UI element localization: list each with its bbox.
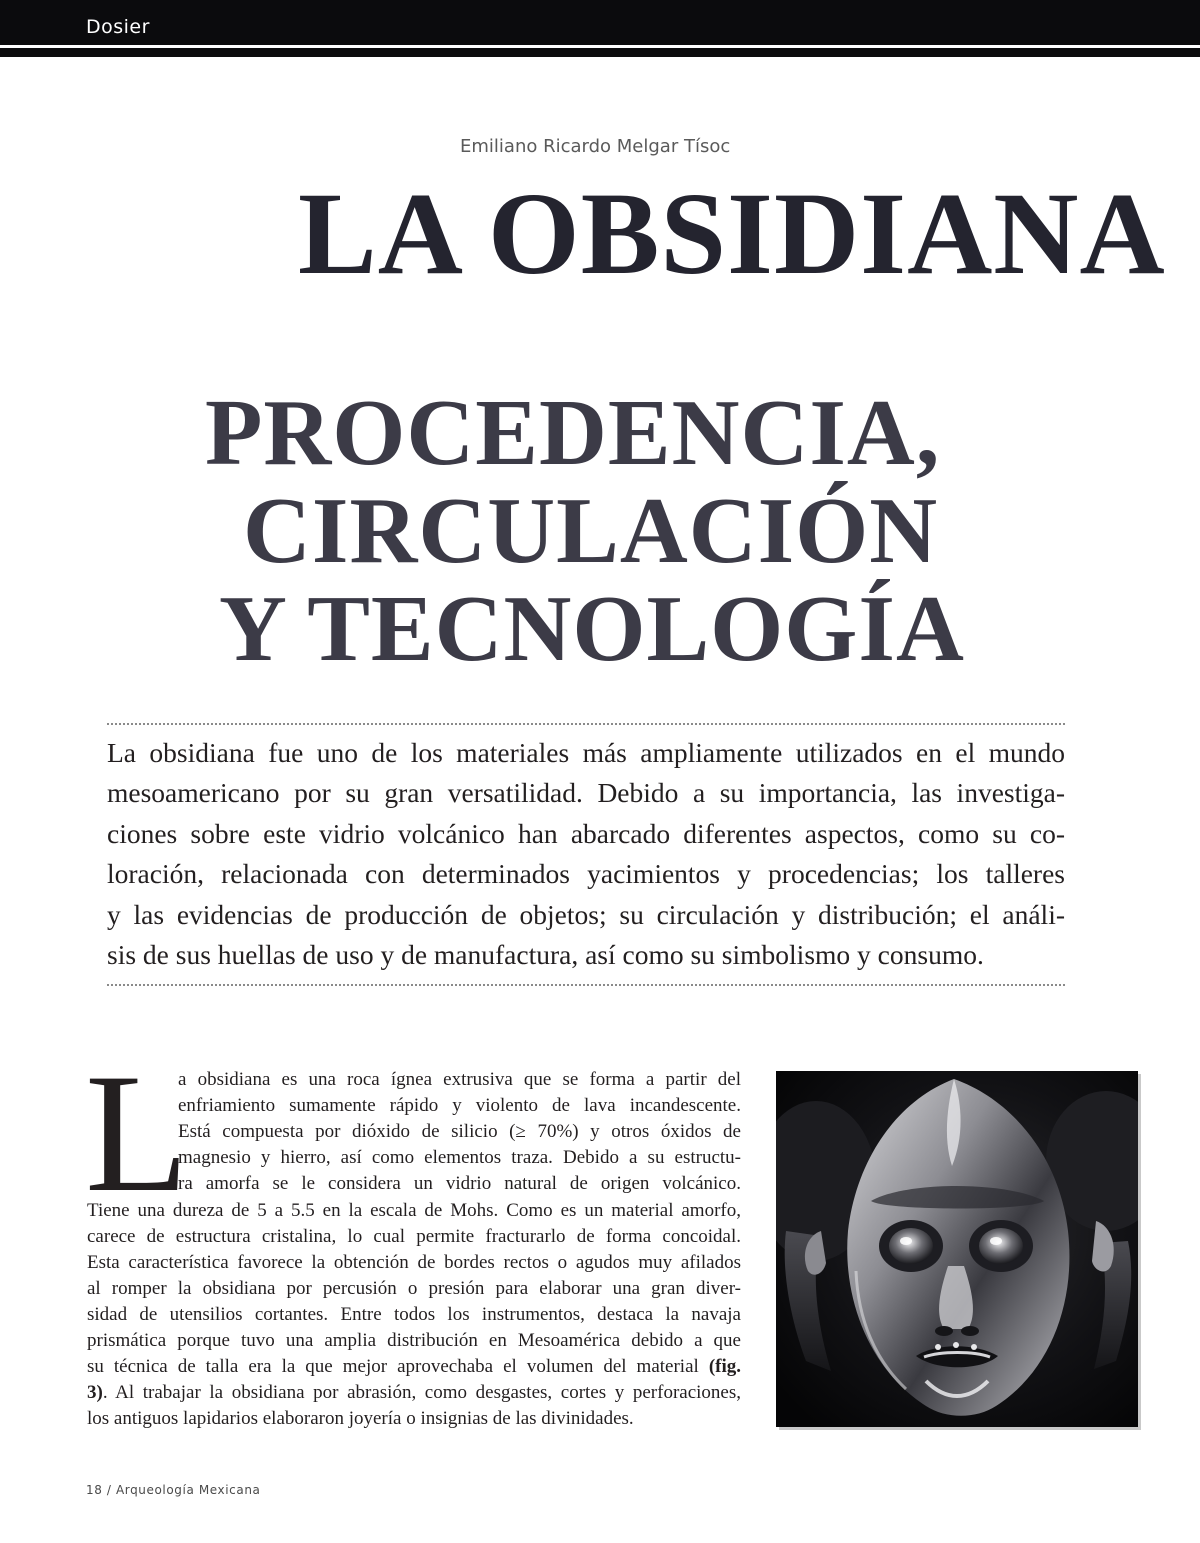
- figure-reference: 3): [87, 1382, 103, 1404]
- page-folio: 18 / Arqueología Mexicana: [86, 1483, 261, 1497]
- lead-paragraph: [107, 733, 1065, 975]
- body-line: prismática porque tuvo una amplia distribución en Mesoamérica debido a que: [87, 1329, 741, 1351]
- lead-line: sis de sus huellas de uso y de manufactura, así como su simbolismo y consumo.: [107, 939, 984, 971]
- subtitle-line-2: CIRCULACIÓN: [243, 479, 939, 583]
- body-line: Tiene una dureza de 5 a 5.5 en la escala de Mohs. Como es un material amorfo,: [87, 1199, 741, 1221]
- body-line: a obsidiana es una roca ígnea extrusiva que se forma a partir del: [178, 1069, 741, 1090]
- body-line: Esta característica favorece la obtención de bordes rectos o agudos muy afilados: [87, 1251, 741, 1273]
- lead-line: ciones sobre este vidrio volcánico han abarcado diferentes aspectos, como su co-: [107, 817, 1065, 849]
- lead-line: La obsidiana fue uno de los materiales más ampliamente utilizados en el mundo: [107, 737, 1065, 768]
- obsidian-head-photo: [776, 1071, 1138, 1427]
- body-text-run: su técnica de talla era la que mejor aprovechaba el volumen del material: [87, 1356, 709, 1378]
- section-header-bar: [0, 0, 1200, 57]
- lead-line: mesoamericano por su gran versatilidad. Debido a su importancia, las investiga-: [107, 777, 1065, 809]
- body-text-run: . Al trabajar la obsidiana por abrasión, como desgastes, cortes y perforaciones,: [102, 1382, 741, 1404]
- body-line: los antiguos lapidarios elaboraron joyería o insignias de las divinidades.: [87, 1408, 634, 1430]
- lead-line: y las evidencias de producción de objetos; su circulación y distribución; el análi-: [107, 898, 1065, 930]
- body-line: [87, 1380, 741, 1406]
- article-title: LA OBSIDIANA: [298, 168, 1166, 299]
- obsidian-mask-illustration: [776, 1071, 1138, 1427]
- subtitle-line-1: PROCEDENCIA,: [205, 381, 941, 485]
- body-paragraph: [87, 1198, 741, 1433]
- body-line: carece de estructura cristalina, lo cual permite fracturarlo de forma concoidal.: [87, 1225, 741, 1247]
- body-line: sidad de utensilios cortantes. Entre todos los instrumentos, destaca la navaja: [87, 1303, 741, 1325]
- dotted-divider-bottom: [107, 984, 1065, 986]
- body-line: enfriamiento sumamente rápido y violento de lava incandescente.: [178, 1095, 741, 1117]
- subtitle-line-3: Y TECNOLOGÍA: [219, 577, 965, 681]
- body-lines-beside-dropcap: [178, 1067, 741, 1197]
- author-name: Emiliano Ricardo Melgar Tísoc: [460, 136, 731, 157]
- figure-reference: (fig.: [708, 1356, 741, 1378]
- body-line: ra amorfa se le considera un vidrio natural de origen volcánico.: [178, 1173, 741, 1195]
- body-line: [87, 1354, 741, 1380]
- body-line: magnesio y hierro, así como elementos traza. Debido a su estructu-: [178, 1147, 741, 1169]
- lead-line: loración, relacionada con determinados yacimientos y procedencias; los talleres: [107, 858, 1065, 890]
- section-label: Dosier: [86, 16, 150, 38]
- dotted-divider-top: [107, 723, 1065, 725]
- header-rule: [0, 45, 1200, 48]
- body-line: al romper la obsidiana por percusión o presión para elaborar una gran diver-: [87, 1277, 741, 1299]
- body-line: Está compuesta por dióxido de silicio (≥ 70%) y otros óxidos de: [178, 1121, 741, 1143]
- drop-cap: L: [85, 1039, 189, 1227]
